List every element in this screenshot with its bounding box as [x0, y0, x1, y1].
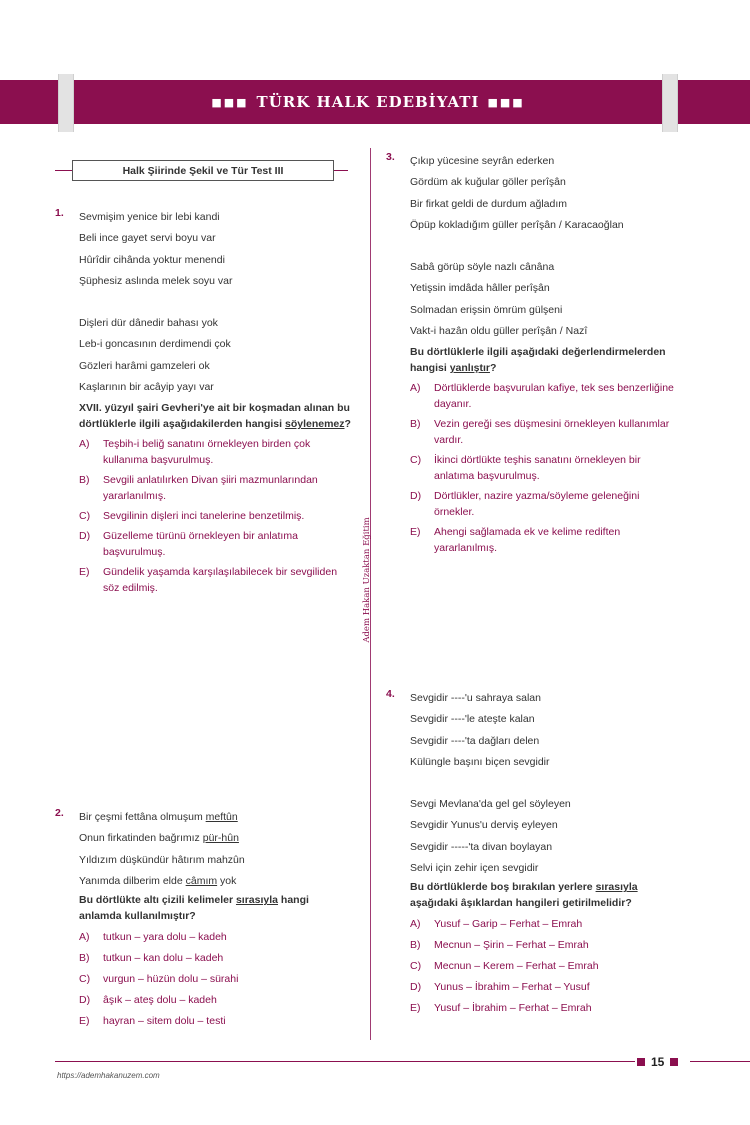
verse-line: Vakt-i hazân oldu güller perîşân / Nazî: [410, 325, 588, 338]
verse-line: Yetişsin imdâda hâller perîşân: [410, 282, 550, 295]
verse-line: Külüngle başını biçen sevgidir: [410, 755, 550, 768]
verse-line: Yanımda dilberim elde câmım yok: [79, 874, 237, 887]
question-1: [55, 207, 351, 596]
verse-line: Solmadan erişsin ömrüm gülşeni: [410, 303, 563, 316]
option-d[interactable]: D) Güzelleme türünü örnekleyen bir anlatıma başvurulmuş.: [79, 530, 298, 559]
option-d[interactable]: D) Dörtlükler, nazire yazma/söyleme geleneğini örnekler.: [410, 490, 640, 519]
footer-rule-right: [690, 1061, 750, 1062]
option-e[interactable]: E) Yusuf – İbrahim – Ferhat – Emrah: [410, 1002, 592, 1015]
question-number: 3.: [386, 151, 395, 163]
option-c[interactable]: C) vurgun – hüzün dolu – sürahi: [79, 973, 239, 986]
option-e[interactable]: E) hayran – sitem dolu – testi: [79, 1015, 226, 1028]
option-d[interactable]: D) Yunus – İbrahim – Ferhat – Yusuf: [410, 981, 590, 994]
verse-line: Sevgidir ----'ta dağları delen: [410, 734, 540, 747]
option-a[interactable]: A) tutkun – yara dolu – kadeh: [79, 931, 227, 944]
question-stem: Bu dörtlükte altı çizili kelimeler sırasıyla hangi anlamda kullanılmıştır?: [79, 894, 309, 923]
page-number-text: 15: [651, 1055, 665, 1069]
question-number: 4.: [386, 688, 395, 700]
verse-line: Kaşlarının bir acâyip yayı var: [79, 381, 214, 394]
decor-squares-left: ■■■: [211, 95, 249, 109]
option-b[interactable]: B) Sevgili anlatılırken Divan şiiri mazmunlarından yararlanılmış.: [79, 474, 318, 503]
page-title: [74, 80, 662, 124]
option-b[interactable]: B) Vezin gereği ses düşmesini örnekleyen kullanımlar vardır.: [410, 418, 670, 447]
verse-line: Sevgidir ----'u sahraya salan: [410, 692, 541, 704]
banner-tab-left: [58, 74, 74, 132]
verse-line: Sevgidir Yunus'u derviş eyleyen: [410, 819, 558, 832]
page-number: [637, 1054, 678, 1070]
side-watermark-text: Adem Hakan Uzaktan Eğitim: [362, 517, 372, 643]
verse-line: Sevgidir -----'ta divan boylayan: [410, 840, 553, 853]
verse-line: Beli ince gayet servi boyu var: [79, 232, 216, 245]
verse-line: Dişleri dür dânedir bahası yok: [79, 317, 218, 330]
verse-line: Gözleri harâmi gamzeleri ok: [79, 359, 210, 372]
option-c[interactable]: C) Mecnun – Kerem – Ferhat – Emrah: [410, 960, 599, 973]
square-icon: [670, 1058, 678, 1066]
option-a[interactable]: A) Dörtlüklerde başvurulan kafiye, tek ses benzerliğine dayanır.: [410, 382, 674, 411]
verse-line: Sevgi Mevlana'da gel gel söyleyen: [410, 798, 571, 811]
test-title: Halk Şiirinde Şekil ve Tür Test III: [72, 160, 334, 181]
question-stem: XVII. yüzyıl şairi Gevheri'ye ait bir koşmadan alınan bu dörtlüklerle ilgili aşağıdakilerden hangisi söylenemez?: [79, 402, 351, 431]
verse-line: Bir çeşmi fettâna olmuşum meftûn: [79, 811, 238, 823]
question-stem: Bu dörtlüklerle ilgili aşağıdaki değerlendirmelerden hangisi yanlıştır?: [410, 346, 666, 375]
question-2: [55, 807, 351, 1029]
question-4: [386, 688, 680, 1016]
verse-line: Hûrîdir cihânda yoktur menendi: [79, 253, 225, 266]
section-title: TÜRK HALK EDEBİYATI: [256, 93, 480, 111]
verse-line: Sevgidir ----'le ateşte kalan: [410, 713, 535, 726]
option-a[interactable]: A) Yusuf – Garip – Ferhat – Emrah: [410, 918, 583, 931]
verse-line: Çıkıp yücesine seyrân ederken: [410, 155, 555, 167]
option-a[interactable]: A) Teşbih-i beliğ sanatını örnekleyen birden çok kullanıma başvurulmuş.: [79, 438, 311, 467]
verse-line: Öpüp kokladığım güller perîşân / Karacaoğlan: [410, 218, 624, 231]
option-d[interactable]: D) âşık – ateş dolu – kadeh: [79, 994, 217, 1007]
question-3: [386, 151, 680, 556]
verse-line: Şüphesiz aslında melek soyu var: [79, 274, 233, 287]
option-b[interactable]: B) tutkun – kan dolu – kadeh: [79, 952, 224, 965]
verse-line: Sabâ görüp söyle nazlı cânâna: [410, 261, 555, 274]
footer-url[interactable]: https://ademhakanuzem.com: [57, 1071, 160, 1080]
option-c[interactable]: C) Sevgilinin dişleri inci tanelerine benzetilmiş.: [79, 510, 305, 523]
banner-tab-right: [662, 74, 678, 132]
option-e[interactable]: E) Ahengi sağlamada ek ve kelime rediften yararlanılmış.: [410, 526, 621, 555]
footer-rule: [55, 1061, 635, 1062]
option-e[interactable]: E) Gündelik yaşamda karşılaşılabilecek bir sevgiliden söz edilmiş.: [79, 566, 338, 595]
option-b[interactable]: B) Mecnun – Şirin – Ferhat – Emrah: [410, 939, 589, 952]
verse-line: Selvi için zehir içen sevgidir: [410, 862, 539, 875]
verse-line: Onun firkatinden bağrımız pür-hûn: [79, 832, 239, 845]
option-c[interactable]: C) İkinci dörtlükte teşhis sanatını örnekleyen bir anlatıma başvurulmuş.: [410, 454, 641, 483]
question-number: 2.: [55, 807, 64, 819]
verse-line: Gördüm ak kuğular göller perîşân: [410, 176, 566, 189]
verse-line: Sevmişim yenice bir lebi kandi: [79, 211, 220, 223]
square-icon: [637, 1058, 645, 1066]
verse-line: Bir firkat geldi de durdum ağladım: [410, 197, 567, 210]
question-stem: Bu dörtlüklerde boş bırakılan yerlere sırasıyla aşağıdaki âşıklardan hangileri getirilmelidir?: [410, 881, 638, 910]
verse-line: Leb-i goncasının derdimendi çok: [79, 338, 231, 351]
verse-line: Yıldızım düşkündür hâtırım mahzûn: [79, 853, 245, 866]
decor-squares-right: ■■■: [487, 95, 525, 109]
question-number: 1.: [55, 207, 64, 219]
